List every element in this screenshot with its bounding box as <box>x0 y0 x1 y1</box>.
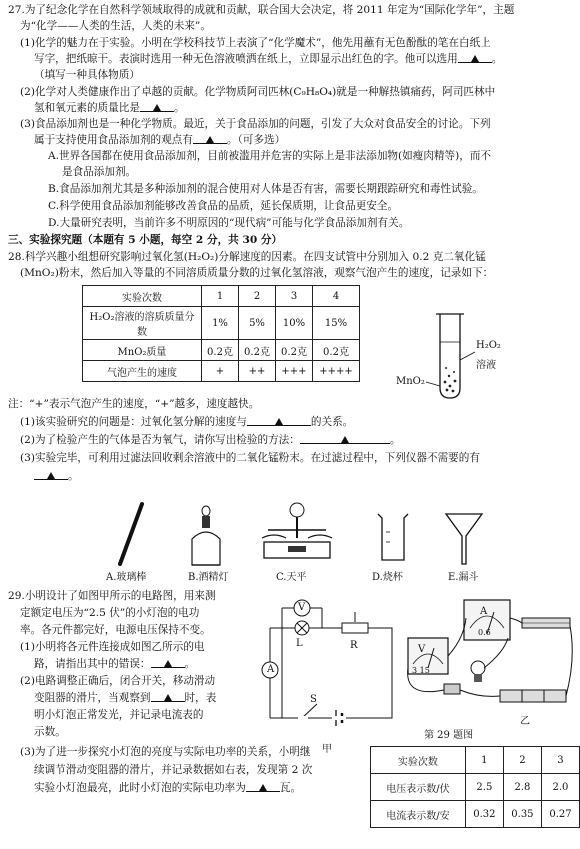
table-row <box>371 747 580 774</box>
triangle-marker-icon <box>164 660 172 667</box>
table-cell: 5% <box>239 307 276 340</box>
tube-label-h2o2: H₂O₂ <box>476 340 501 351</box>
q28-sub3-line2 <box>34 470 79 483</box>
q29-sub3-line3 <box>34 782 301 795</box>
circuit-wiring-yi <box>404 598 574 710</box>
q28-sub1-text: (1)该实验研究的问题是：过氧化氢分解的速度与 <box>20 416 247 428</box>
table-row <box>83 286 360 307</box>
tube-label-solution: 溶液 <box>476 360 496 371</box>
answer-blank[interactable] <box>151 658 185 668</box>
q29-sub2-end: 时，表 <box>184 692 217 704</box>
q29-sub1-end: 。 <box>184 658 196 670</box>
q27-sub3-end: 。（可多选） <box>226 134 286 146</box>
q27-sub1-end: 。 <box>491 53 503 65</box>
q29-sub3-text: 实验小灯泡最亮，此时小灯泡的实际电功率为 <box>34 782 246 794</box>
circuit-label-s: S <box>310 694 317 705</box>
q29-data-table <box>370 746 580 828</box>
q29-sub3-line1: (3)为了进一步探究小灯泡的亮度与实际电功率的关系，小明继 <box>20 746 311 758</box>
triangle-marker-icon <box>259 784 267 791</box>
table-cell: ++ <box>239 361 276 382</box>
table-row <box>83 361 360 382</box>
table-cell: 实验次数 <box>371 747 466 774</box>
q29-sub3-end: 瓦。 <box>279 782 302 794</box>
q27-sub1-line3: （填写一种具体物质） <box>34 69 140 81</box>
q28-data-table <box>82 285 360 382</box>
q29-line3: 率。各元件都完好，电源电压保持不变。 <box>20 624 211 636</box>
q29-sub2-line3: 明小灯泡正常发光，并记录电流表的 <box>34 709 204 721</box>
q27-sub3-text: 属于支持使用食品添加剂的观点有 <box>34 134 193 146</box>
q29-line1: 29.小明设计了如图甲所示的电路图，用来测 <box>8 590 216 602</box>
q28-stem-line2: (MnO₂)粉末，然后加入等量的不同溶质质量分数的过氧化氢溶液，观察气泡产生的速度，记录如下： <box>20 267 494 279</box>
figure-label-yi: 乙 <box>520 716 530 727</box>
q27-sub3-line1: (3)食品添加剂也是一种化学物质。最近，关于食品添加的问题，引发了大众对食品安全的讨论。下列 <box>20 118 491 130</box>
table-cell: 1 <box>202 286 239 307</box>
q27-sub2-line2 <box>34 102 185 115</box>
q27-sub1-line2 <box>34 53 502 66</box>
table-cell: 2.5 <box>465 774 503 801</box>
meter-scale-ammeter: 0.6 <box>478 628 491 637</box>
q27-option-c: C.科学使用食品添加剂能够改善食品的品质，延长保质期，让食品更安全。 <box>48 200 399 212</box>
table-cell: 0.2克 <box>239 340 276 361</box>
circuit-label-r: R <box>350 640 358 651</box>
meter-label-voltmeter: V <box>418 644 426 655</box>
table-cell: 3 <box>276 286 313 307</box>
table-cell: 1% <box>202 307 239 340</box>
table-cell: +++ <box>276 361 313 382</box>
table-cell: 电流表示数/安 <box>371 801 466 828</box>
q28-sub1 <box>20 416 353 429</box>
answer-blank[interactable] <box>300 434 390 444</box>
triangle-marker-icon <box>47 472 55 479</box>
q27-option-a-line1: A.世界各国都在使用食品添加剂，目前被滥用并危害的实际上是非法添加物(如瘦肉精等)，而不 <box>48 150 492 162</box>
table-cell: 2.0 <box>541 774 579 801</box>
answer-blank[interactable] <box>140 102 174 112</box>
q28-sub2-text: (2)为了检验产生的气体是否为氧气，请你写出检验的方法： <box>20 434 300 446</box>
table-row <box>371 801 580 828</box>
table-cell: 0.35 <box>503 801 541 828</box>
alcohol-lamp-icon <box>186 505 226 567</box>
answer-blank[interactable] <box>193 134 227 144</box>
triangle-marker-icon <box>471 55 479 62</box>
table-row <box>83 340 360 361</box>
instrument-label-b: B.酒精灯 <box>188 572 229 583</box>
q29-sub3-line2: 续调节滑动变阻器的滑片，并记录数据如右表，发现第 2 次 <box>34 764 313 776</box>
q27-option-a-line2: 是食品添加剂。 <box>62 166 137 178</box>
triangle-marker-icon <box>164 694 172 701</box>
instrument-label-c: C.天平 <box>276 572 307 583</box>
answer-blank[interactable] <box>458 53 492 63</box>
q29-sub1-text: 路，请指出其中的错误： <box>34 658 151 670</box>
funnel-icon <box>444 510 484 568</box>
q27-stem-line1: 27.为了纪念化学在自然科学领域取得的成就和贡献，联合国大会决定，将 2011 年定为“国际化学年”，主题 <box>8 4 515 16</box>
test-tube-icon <box>420 312 530 402</box>
table-cell: 2 <box>503 747 541 774</box>
section-3-heading: 三、实验探究题（本题有 5 小题，每空 2 分，共 30 分） <box>8 234 283 246</box>
q27-sub2-text: 氢和氧元素的质量比是 <box>34 102 140 114</box>
q29-sub2-line1: (2)电路调整正确后，闭合开关，移动滑动 <box>20 675 216 687</box>
q28-sub2-end: 。 <box>389 434 401 446</box>
triangle-marker-icon <box>153 104 161 111</box>
instrument-label-d: D.烧杯 <box>372 572 403 583</box>
tube-label-mno2: MnO₂ <box>396 376 425 387</box>
q29-sub2-text: 变阻器的滑片，当观察到 <box>34 692 151 704</box>
table-cell: 3 <box>541 747 579 774</box>
beaker-icon <box>376 512 410 564</box>
q29-sub1-line2 <box>34 658 195 671</box>
table-cell: 10% <box>276 307 313 340</box>
q29-sub2-line4: 示数。 <box>34 726 66 738</box>
table-cell: 1 <box>465 747 503 774</box>
q28-note: 注：“+”表示气泡产生的速度，“+”越多，速度越快。 <box>8 398 260 410</box>
q28-sub3-line1: (3)实验完毕，可利用过滤法回收剩余溶液中的二氧化锰粉末。在过滤过程中，下列仪器不需要的有 <box>20 452 480 464</box>
q27-sub1-text: 写字，把纸晾干。表演时选用一种无色溶液喷洒在纸上，立即显示出红色的字。他可以选用 <box>34 53 458 65</box>
triangle-marker-icon <box>341 436 349 443</box>
table-row <box>371 774 580 801</box>
circuit-label-a: A <box>267 664 275 675</box>
table-cell: 实验次数 <box>83 286 202 307</box>
circuit-label-l: L <box>296 638 303 649</box>
figure-label-jia: 甲 <box>322 744 332 755</box>
table-cell: 0.2克 <box>313 340 360 361</box>
meter-label-ammeter: A <box>480 606 488 617</box>
q28-stem-line1: 28.科学兴趣小组想研究影响过氧化氢(H₂O₂)分解速度的因素。在四支试管中分别加入 0.2 克二氧化锰 <box>8 251 486 263</box>
q29-line2: 定额定电压为“2.5 伏”的小灯泡的电功 <box>20 607 200 619</box>
balance-scale-icon <box>258 500 336 566</box>
table-cell: 2 <box>239 286 276 307</box>
table-cell: 15% <box>313 307 360 340</box>
table-cell: ++++ <box>313 361 360 382</box>
table-cell: 4 <box>313 286 360 307</box>
q28-sub3-end: 。 <box>68 470 79 482</box>
table-row <box>83 307 360 340</box>
triangle-marker-icon <box>275 418 283 425</box>
answer-blank[interactable] <box>34 470 68 480</box>
table-cell: 0.2克 <box>276 340 313 361</box>
table-cell: 2.8 <box>503 774 541 801</box>
instrument-label-e: E.漏斗 <box>448 572 479 583</box>
q27-sub2-line1: (2)化学对人类健康作出了卓越的贡献。化学物质阿司匹林(C₉H₈O₄)就是一种解热镇痛药，阿司匹林中 <box>20 86 496 98</box>
figure-caption: 第 29 题图 <box>424 730 474 741</box>
q28-sub2 <box>20 434 400 447</box>
q27-option-b: B.食品添加剂尤其是多种添加剂的混合使用对人体是否有害，需要长期跟踪研究和毒性试验。 <box>48 183 483 195</box>
table-cell: MnO₂质量 <box>83 340 202 361</box>
triangle-marker-icon <box>206 136 214 143</box>
glass-rod-icon <box>112 500 152 570</box>
q27-option-d: D.大量研究表明，当前许多不明原因的“现代病”可能与化学食品添加剂有关。 <box>48 217 410 229</box>
instrument-label-a: A.玻璃棒 <box>106 572 147 583</box>
table-cell: + <box>202 361 239 382</box>
answer-blank[interactable] <box>151 692 185 702</box>
table-cell: 0.27 <box>541 801 579 828</box>
table-cell: 0.2克 <box>202 340 239 361</box>
q27-sub1-line1: (1)化学的魅力在于实验。小明在学校科技节上表演了“化学魔术”，他先用蘸有无色酚酞的笔在白纸上 <box>20 37 491 49</box>
circuit-diagram-jia <box>262 600 402 730</box>
q27-sub2-end: 。 <box>173 102 185 114</box>
table-cell: H₂O₂溶液的溶质质量分数 <box>83 307 202 340</box>
answer-blank[interactable] <box>246 782 280 792</box>
answer-blank[interactable] <box>247 416 311 426</box>
table-cell: 电压表示数/伏 <box>371 774 466 801</box>
q29-sub2-line2 <box>34 692 216 705</box>
table-cell: 气泡产生的速度 <box>83 361 202 382</box>
table-cell: 0.32 <box>465 801 503 828</box>
q27-sub3-line2 <box>34 134 285 147</box>
q29-sub1-line1: (1)小明将各元件连接成如图乙所示的电 <box>20 641 205 653</box>
meter-scale-voltmeter: 3 15 <box>412 666 430 675</box>
q27-stem-line2: 为“化学——人类的生活，人类的未来”。 <box>20 20 211 32</box>
circuit-label-v: V <box>298 602 306 613</box>
q28-sub1-end: 的关系。 <box>310 416 354 428</box>
